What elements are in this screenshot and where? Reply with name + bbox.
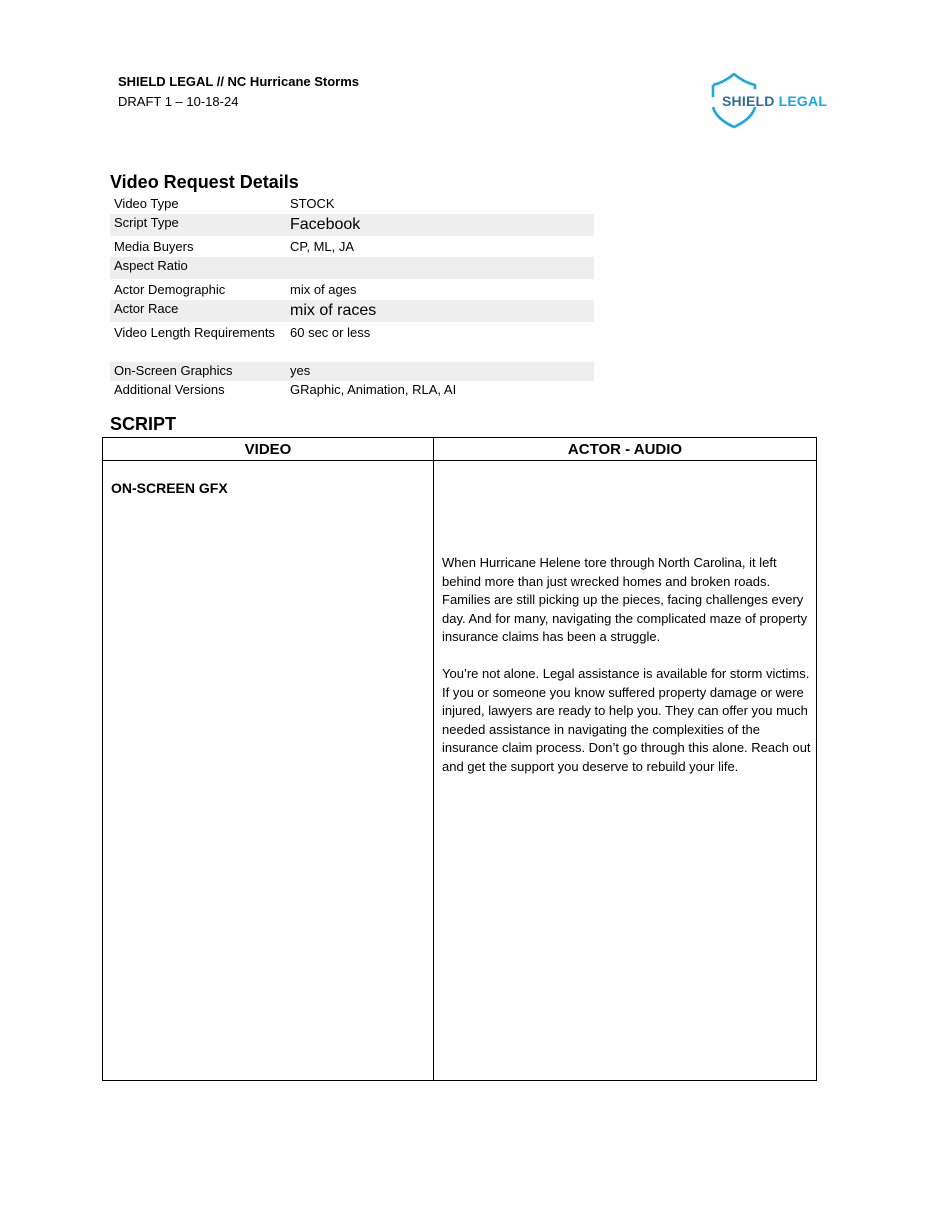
details-value: 60 sec or less: [290, 325, 371, 340]
details-row-actor-demographic: [110, 279, 594, 300]
logo-legal-word: LEGAL: [778, 93, 828, 109]
header-divider: [103, 460, 816, 461]
details-value: Facebook: [290, 216, 361, 233]
column-divider: [433, 438, 434, 1080]
details-value: [290, 257, 594, 279]
details-row-actor-race: [110, 300, 594, 322]
actor-audio-script: [442, 554, 812, 795]
audio-paragraph: You’re not alone. Legal assistance is available for storm victims. If you or someone you know suffered property damage or were injured, lawyers are ready to help you. They can offer you much needed assistance in navigating the complexities of the insurance claim process. Don’t go through this alone. Reach out and get the support you deserve to rebuild your life.: [442, 665, 811, 774]
details-label: Media Buyers: [114, 239, 194, 254]
details-label: On-Screen Graphics: [114, 363, 233, 378]
details-label: Actor Race: [114, 301, 179, 316]
details-label: Video Length Requirements: [114, 325, 275, 340]
document-header-title: SHIELD LEGAL // NC Hurricane Storms: [118, 74, 360, 89]
details-value: mix of races: [290, 302, 377, 319]
details-row-video-type: [110, 195, 594, 214]
details-row-media-buyers: [110, 236, 594, 257]
details-label: Actor Demographic: [114, 282, 226, 297]
logo-wordmark: [722, 93, 827, 109]
details-label: Script Type: [114, 215, 179, 230]
details-row-video-length: [110, 322, 594, 362]
details-value: CP, ML, JA: [290, 239, 355, 254]
details-row-additional-versions: [110, 381, 594, 400]
logo-shield-word: SHIELD: [722, 93, 775, 109]
details-value: yes: [290, 363, 311, 378]
details-value: STOCK: [290, 196, 335, 211]
details-table: [110, 195, 594, 400]
details-label: Additional Versions: [114, 382, 225, 397]
details-row-on-screen-graphics: [110, 362, 594, 381]
details-label: Aspect Ratio: [114, 258, 188, 273]
audio-paragraph: When Hurricane Helene tore through North Carolina, it left behind more than just wrecked homes and broken roads. Families are still picking up the pieces, facing challenges every day. And for many, navigating the complicated maze of property insurance claims has been a struggle.: [442, 555, 808, 645]
on-screen-gfx-label: ON-SCREEN GFX: [111, 480, 228, 496]
video-column-header: VIDEO: [244, 441, 292, 458]
details-value: GRaphic, Animation, RLA, AI: [290, 382, 457, 397]
video-request-details-title: Video Request Details: [110, 172, 299, 192]
details-row-aspect-ratio: [110, 257, 594, 279]
draft-label: DRAFT 1 – 10-18-24: [118, 94, 239, 109]
script-title: SCRIPT: [110, 414, 177, 434]
shield-legal-logo: [710, 73, 830, 129]
details-label: Video Type: [114, 196, 179, 211]
audio-column-header: ACTOR - AUDIO: [567, 441, 683, 458]
details-value: mix of ages: [290, 282, 357, 297]
script-table: [102, 437, 817, 1081]
details-row-script-type: [110, 214, 594, 236]
